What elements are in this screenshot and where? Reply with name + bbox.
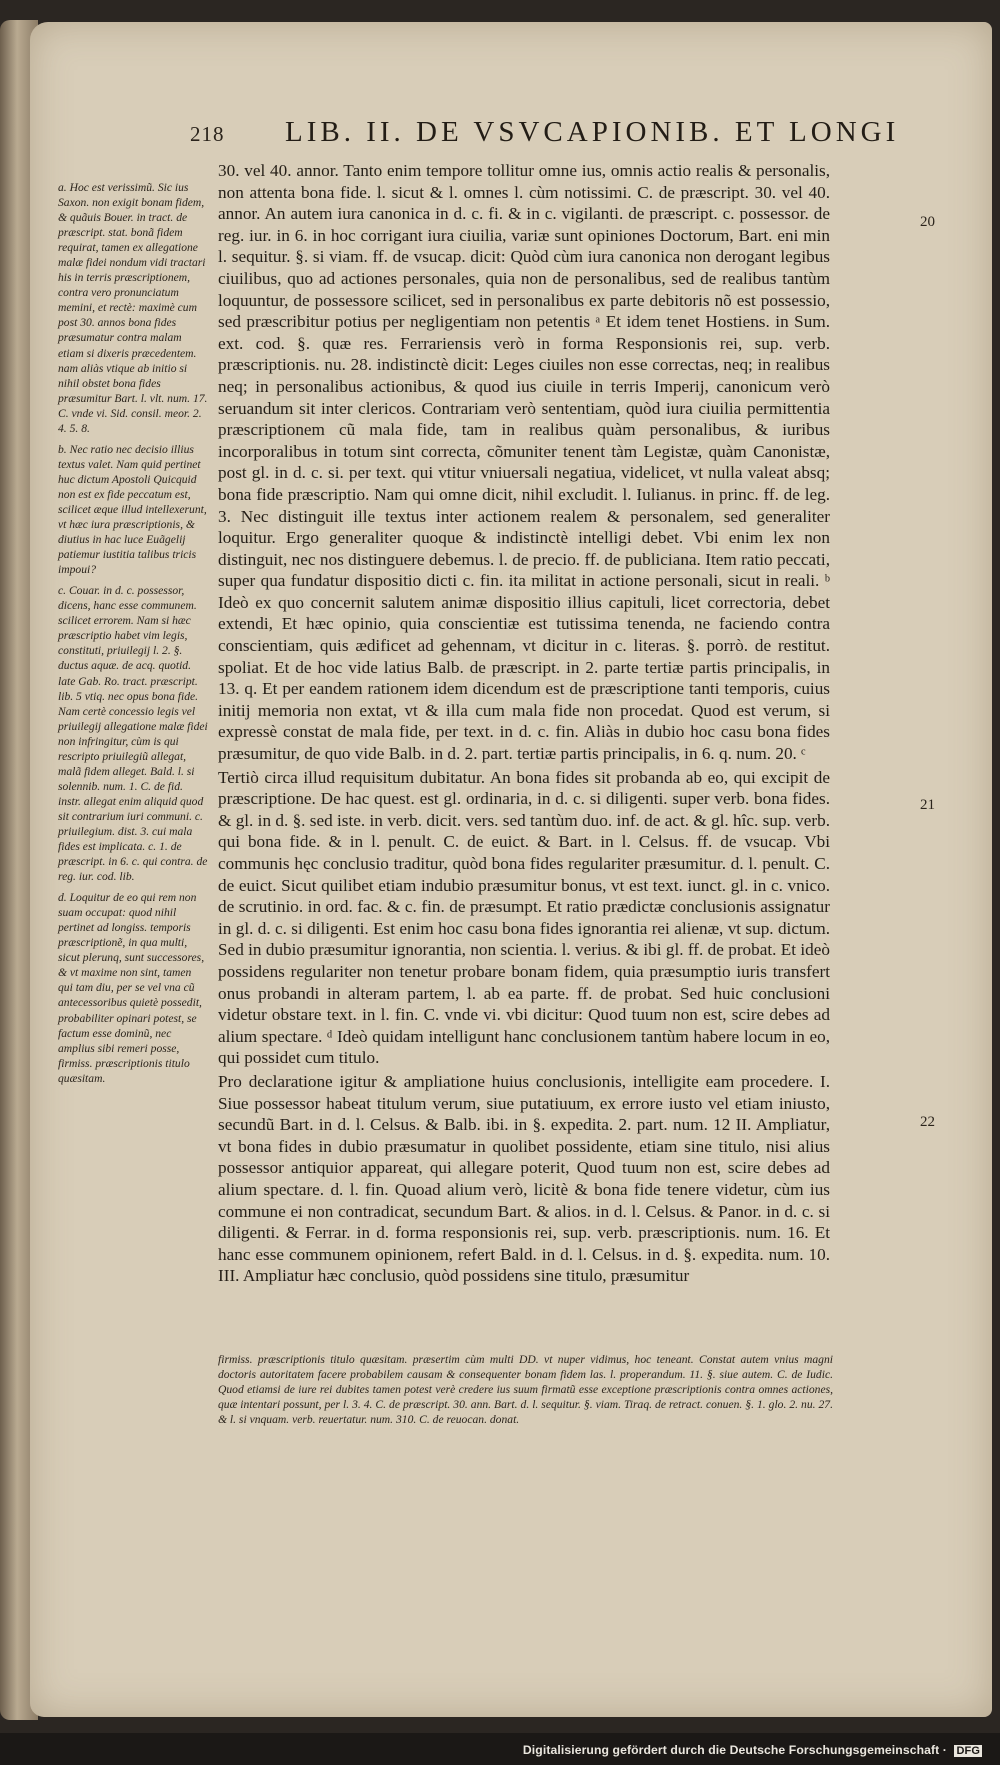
- margin-note-c: c. Couar. in d. c. possessor, dicens, hanc esse communem. scilicet errorem. Nam si hæc præscriptio habet vim legis, constituti, priuilegij l. 2. §. ductus aquæ. de acq. quotid. late Gab. Ro. tract. præscript. lib. 5 vtiq. nec opus bona fide. Nam certè concessio legis vel priuilegij allegatione malæ fidei non infringitur, cùm is qui rescripto priuilegiũ allegat, malã fidem alleget. Bald. l. si solennib. num. 1. C. de fid. instr. allegat enim aliquid quod sit contrarium iuri communi. c. priuilegium. dist. 3. cui mala fides est implicata. c. 1. de præscript. in 6. c. qui contra. de reg. iur. cod. lib.: [58, 584, 208, 884]
- line-number-20: 20: [920, 214, 935, 230]
- margin-note-d: d. Loquitur de eo qui rem non suam occupat: quod nihil pertinet ad longiss. temporis præscriptionẽ, in qua multi, sicut plerunq, sunt successores, & vt maxime non sint, tamen qui tam diu, per se vel vna cũ antecessoribus quietè possedit, probabiliter opinari potest, se factum esse dominũ, nec amplius sibi remeri posse, firmiss. præscriptionis titulo quæsitam.: [58, 891, 205, 1085]
- margin-notes: [58, 180, 208, 1430]
- credit-text: [523, 1743, 982, 1757]
- paragraph-1: 30. vel 40. annor. Tanto enim tempore tollitur omne ius, omnis actio realis & personalis, non attenta bona fide. l. sicut & l. omnes l. cùm notissimi. C. de præscript. 30. vel 40. annor. An autem iura canonica in d. c. fi. & in c. vigilanti. de præscript. c. possessor. de reg. iur. in 6. in hoc corrigant iura ciuilia, variæ sunt opiniones Doctorum, Bart. eni min l. sequitur. §. si viam. ff. de vsucap. dicit: Quòd cùm iura canonica non derogant legibus ciuilibus, quo ad actiones personales, quia non de personalibus, sed de realibus tantùm loquuntur, de possessore scilicet, sed in personalibus ex parte debitoris nõ est possessio, sed præscribitur potius per negligentiam non petentis ᵃ Et idem tenet Hostiens. in Sum. ext. cod. §. quæ res. Ferrariensis verò in forma Responsionis rei, sup. verb. præscriptionis. nu. 28. indistinctè dicit: Leges ciuiles non esse correctas, neq; in realibus neq; in personalibus actionibus, & quod ius ciuile in terris Imperij, canonicum verò seruandum sit inter clericos. Contrariam verò sententiam, quòd iura ciuilia permittentia præscriptionem cũ mala fide, tam in realibus quàm personalibus, & iuribus incorporalibus in totum sint correcta, cõmuniter tenent tàm Legistæ, quàm Canonistæ, post gl. in d. c. si. per text. qui vtitur vniuersali negatiua, videlicet, vt nulla valeat absq; bona fide præscriptio. Nam qui omne dicit, nihil excludit. l. Iulianus. in princ. ff. de leg. 3. Nec distinguit ille textus inter actionem realem & personalem, sed generaliter loquitur. Ergo generaliter quoque & indistinctè intelligi debet. Vbi enim lex non distinguit, nec nos distinguere debemus. l. de precio. ff. de publiciana. Item ratio peccati, super qua fundatur dispositio dicti c. fin. ita militat in actione personali, sicut in reali. ᵇ Ideò ex quo concernit salutem animæ dispositio illius capituli, licet correctoria, debet extendi, Et hæc opinio, quia conscientiæ est tutissima tenenda, ne faciendo contra conscientiam, quis ædificet ad gehennam, vt dicitur in c. literas. §. porrò. de restitut. spoliat. Et de hoc vide latius Balb. de præscript. in 2. parte tertiæ partis principalis, in 13. q. Et per eandem rationem idem dicendum est de præscriptione tanti temporis, cuius initij memoria non extat, vt & illa cum mala fide non procedat. Quod est verum, si expressè constat de mala fide, per text. in d. c. fin. Aliàs in dubio hoc casu bona fides præsumitur, de quo vide Balb. in d. 2. part. tertiæ partis principalis, in 6. q. num. 20. ᶜ: [218, 161, 830, 764]
- paragraph-3: Pro declaratione igitur & ampliatione huius conclusionis, intelligite eam procedere. I. Siue possessor habeat titulum verum, siue putatiuum, ex errore iusto vel etiam iniusto, secundũ Bart. in d. l. Celsus. & Balb. ibi. in §. expedita. 2. part. num. 12 II. Ampliatur, vt bona fides in dubio præsumatur in quolibet possidente, etiam sine titulo, nisi alius possessor antiquior appareat, qui allegare poterit, Quod tuum non est, scire debes ad alium spectare. d. l. fin. Quoad alium verò, licitè & bona fide tenere videtur, cùm ius commune ei non contradicat, secundum Bart. & alios. in d. l. Celsus. & Panor. in d. c. si diligenti. & Ferrar. in d. forma responsionis rei, sup. verb. præscriptionis. num. 16. Et hanc esse communem opinionem, refert Bald. in d. l. Celsus. in d. §. expedita. num. 10. III. Ampliatur hæc conclusio, quòd possidens sine titulo, præsumitur: [218, 1071, 830, 1286]
- paragraph-2: Tertiò circa illud requisitum dubitatur. An bona fides sit probanda ab eo, qui excipit de præscriptione. De hac quest. est gl. ordinaria, in d. c. si diligenti. super verb. bona fides. & gl. in d. §. sed iste. in verb. dicit. vers. sed tantùm duo. inf. de act. & gl. hîc. sup. verb. qui bona fide. & in l. penult. C. de euict. & Bart. in l. Celsus. ff. de vsucap. Vbi communis hęc conclusio traditur, quòd bona fides regulariter præsumitur. d. l. penult. C. de euict. Sicut quilibet etiam indubio præsumitur bonus, vt est text. iunct. gl. in c. vnico. de scrutinio. in ord. fac. & c. fin. de præsumpt. Et ratio prædictæ conclusionis assignatur in gl. d. c. si diligenti. Est enim hoc casu bona fides ignorantia rei alienæ, vt sup. dictum. Sed in dubio præsumitur ignorantia, non scientia. l. verius. & ibi gl. ff. de probat. Et ideò possidens regulariter non tenetur probare bonam fidem, quia præsumptio iuris transfert onus probandi in alteram partem, l. ab ea parte. ff. de probat. Sed huic conclusioni videtur obstare text. in l. fin. C. vnde vi. vbi dicitur: Quod tuum non est, scire debes ad alium spectare. ᵈ Ideò quidam intelligunt hanc conclusionem tantùm habere locum in eo, qui possidet cum titulo.: [218, 767, 830, 1068]
- page-number: 218: [190, 122, 225, 146]
- page-header: [190, 116, 900, 156]
- main-text: [218, 160, 830, 1400]
- margin-note-a: a. Hoc est verissimũ. Sic ius Saxon. non exigit bonam fidem, & quãuis Bouer. in tract. de præscript. stat. bonã fidem requirat, tamen ex allegatione malæ fidei nondum vidi tractari his in terris præscriptionem, contra vero pronunciatum memini, et rectè: maximè cum post 30. annos bona fides præsumatur contra malam etiam si dixeris præcedentem. nam aliàs vtique ab initio si nihil obstet bona fides præsumitur Bart. l. vlt. num. 17. C. vnde vi. Sid. consil. meor. 2. 4. 5. 8.: [58, 181, 208, 435]
- line-number-21: 21: [920, 797, 935, 813]
- credit-bar: [0, 1733, 1000, 1765]
- running-head: LIB. II. DE VSVCAPIONIB. ET LONGI: [285, 116, 900, 148]
- line-number-22: 22: [920, 1114, 935, 1130]
- footnote: firmiss. præscriptionis titulo quæsitam. præsertim cùm multi DD. vt nuper vidimus, hoc teneant. Constat autem vnius magni doctoris autoritatem facere probabilem causam & consequenter bonam fidem las. l. properandum. 11. §. siue autem. C. de Iudic. Quod etiamsi de iure rei dubites tamen potest verè credere ius suum firmatũ esse exceptione præscriptionis contra omnes actiones, quæ intentari possunt, per l. 3. 4. C. de præscript. 30. ann. Bart. d. l. sequitur. §. viam. Tiraq. de retract. conuen. §. 1. glo. 2. nu. 27. & l. si vnquam. verb. reuertatur. num. 310. C. de reuocan. donat.: [218, 1353, 833, 1426]
- dfg-logo: DFG: [956, 1745, 980, 1757]
- margin-note-b: b. Nec ratio nec decisio illius textus valet. Nam quid pertinet huc dictum Apostoli Quicquid non est ex fide peccatum est, scilicet æque illud intellexerunt, vt hæc iura præscriptionis, & diutius in hac luce Euãgelij patiemur iustitia talibus tricis impoui?: [58, 442, 207, 577]
- credit-label: Digitalisierung gefördert durch die Deutsche Forschungsgemeinschaft ·: [522, 1743, 947, 1757]
